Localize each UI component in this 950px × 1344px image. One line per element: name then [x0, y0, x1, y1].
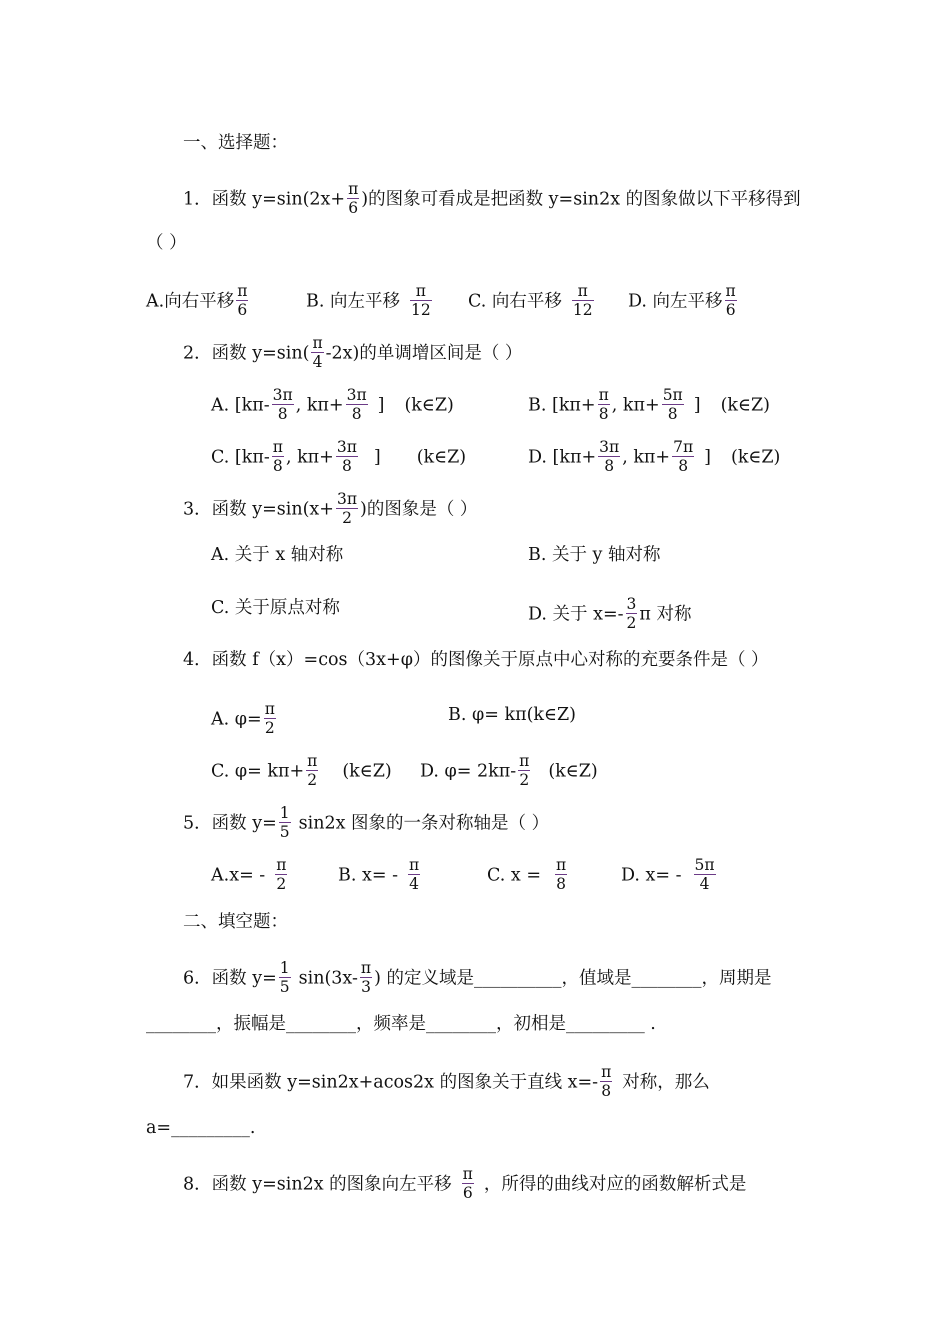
q2-option-b: B. [kπ+ $\frac{\pi}{8}$ , kπ+ $\frac{5\pi}{8}$ ] (k∈Z) — [528, 386, 770, 424]
question-4-stem: 4．函数 f（x）=cos（3x+φ）的图像关于原点中心对称的充要条件是（ ） — [183, 650, 769, 670]
q2-option-d: D. [kπ+ $\frac{3\pi}{8}$ , kπ+ $\frac{7\pi}{8}$ ] (k∈Z) — [528, 438, 781, 476]
question-7-stem: 7．如果函数 y=sin2x+acos2x 的图象关于直线 x=- $\frac{\pi}{8}$ 对称，那么 — [183, 1063, 710, 1101]
question-5-stem: 5．函数 y= $\frac{1}{5}$ sin2x 图象的一条对称轴是（ ） — [183, 804, 550, 842]
question-1-stem — [183, 182, 801, 218]
q1-option-c: C. 向右平移 $\frac{\pi}{12}$ — [468, 282, 593, 320]
q1-option-d-fraction: $\frac{\pi}{6}$ — [725, 282, 736, 320]
q1-option-a-fraction: $\frac{\pi}{6}$ — [237, 282, 248, 320]
q5-option-d: D. x= - $\frac{5\pi}{4}$ — [621, 856, 715, 894]
q4-option-c: C. φ= kπ+ $\frac{\pi}{2}$ (k∈Z) — [211, 752, 392, 790]
q2-fraction: $\frac{\pi}{4}$ — [312, 334, 323, 372]
q4-option-d: D. φ= 2kπ- $\frac{\pi}{2}$ (k∈Z) — [420, 752, 598, 790]
q5-fraction: $\frac{1}{5}$ — [279, 804, 290, 842]
question-8-stem: 8．函数 y=sin2x 的图象向左平移 $\frac{\pi}{6}$ ，所得的曲线对应的函数解析式是 — [183, 1165, 747, 1203]
q4-option-a: A. φ= $\frac{\pi}{2}$ — [211, 700, 275, 738]
question-2-stem: 2．函数 y=sin( $\frac{\pi}{4}$ -2x)的单调增区间是（ ） — [183, 334, 523, 372]
q5-option-c: C. x = $\frac{\pi}{8}$ — [487, 856, 567, 894]
q1-option-a: A.向右平移 $\frac{\pi}{6}$ — [146, 282, 248, 320]
section-heading-fill-in: 二、填空题： — [183, 912, 288, 932]
q1-text-b: )的图象可看成是把函数 y=sin2x 的图象做以下平移得到 — [361, 189, 801, 210]
q1-option-d: D. 向左平移 $\frac{\pi}{6}$ — [628, 282, 736, 320]
q2-option-a: A. [kπ- $\frac{3\pi}{8}$ , kπ+ $\frac{3\pi}{8}$ ] (k∈Z) — [211, 386, 454, 424]
question-6-stem: 6．函数 y= $\frac{1}{5}$ sin(3x- $\frac{\pi}{3}$ ) 的定义域是__________，值域是________，周期是 — [183, 959, 772, 997]
question-3-stem: 3．函数 y=sin(x+ $\frac{3\pi}{2}$ )的图象是（ ） — [183, 490, 478, 528]
q3-option-b: B. 关于 y 轴对称 — [528, 545, 661, 565]
q1-option-c-fraction: $\frac{\pi}{12}$ — [572, 282, 593, 320]
q5-option-b: B. x= - $\frac{\pi}{4}$ — [338, 856, 420, 894]
q1-text-a: 1．函数 y=sin(2x+ — [183, 189, 346, 210]
q3-option-a: A. 关于 x 轴对称 — [211, 545, 344, 565]
q3-option-d: D. 关于 x=- $\frac{3}{2}$ π 对称 — [528, 595, 692, 633]
question-1-answer-paren: （ ） — [146, 233, 187, 253]
q3-fraction: $\frac{3\pi}{2}$ — [336, 490, 358, 528]
section-heading-choice: 一、选择题： — [183, 133, 288, 153]
q1-fraction: $\frac{\pi}{6}$ — [348, 180, 359, 218]
q2-option-c: C. [kπ- $\frac{\pi}{8}$ , kπ+ $\frac{3\pi}{8}$ ] (k∈Z) — [211, 438, 467, 476]
question-6-line-2: ________，振幅是________，频率是________，初相是_________ . — [146, 1014, 656, 1034]
q1-option-b-fraction: $\frac{\pi}{12}$ — [411, 282, 431, 320]
q4-option-b: B. φ= kπ(k∈Z) — [448, 705, 576, 725]
q5-option-a: A.x= - $\frac{\pi}{2}$ — [211, 856, 287, 894]
question-7-line-2: a=_________. — [146, 1118, 256, 1138]
q1-option-b: B. 向左平移 $\frac{\pi}{12}$ — [306, 282, 431, 320]
q3-option-c: C. 关于原点对称 — [211, 598, 340, 618]
